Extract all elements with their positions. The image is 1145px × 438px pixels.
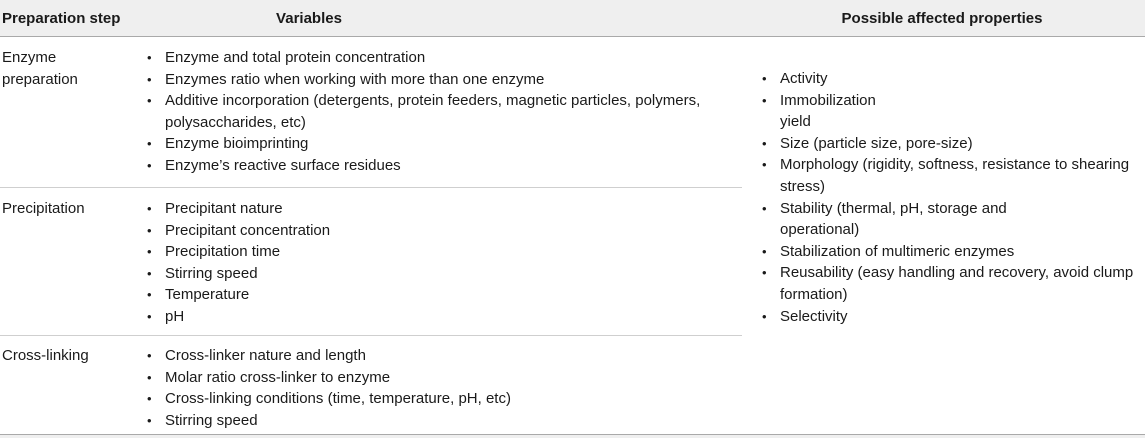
list-item: • Reusability (easy handling and recovery, avoid clump formation) xyxy=(762,264,1134,303)
list-item: • Stirring speed xyxy=(147,410,737,432)
table-header xyxy=(0,0,1145,37)
list-item: • Temperature xyxy=(147,284,737,306)
bullet-icon: • xyxy=(147,222,152,238)
header-variables: Variables xyxy=(276,10,342,27)
row-divider xyxy=(0,335,742,336)
header-possible-affected-properties: Possible affected properties xyxy=(841,10,1043,27)
list-item: • Stirring speed xyxy=(147,263,737,285)
bullet-icon: • xyxy=(762,71,767,86)
list-item: • Activity xyxy=(762,68,1142,90)
list-item: • Molar ratio cross-linker to enzyme xyxy=(147,367,737,389)
bullet-icon: • xyxy=(147,287,152,303)
variables-precipitation xyxy=(147,198,737,328)
list-item: • Cross-linking conditions (time, temperature, pH, etc) xyxy=(147,388,737,410)
bullet-icon: • xyxy=(147,71,152,87)
list-item: • pH xyxy=(147,306,737,328)
step-cross-linking: Cross-linking xyxy=(2,347,89,364)
list-item: • Precipitant concentration xyxy=(147,220,737,242)
bullet-icon: • xyxy=(147,391,152,407)
bullet-icon: • xyxy=(762,265,767,281)
bullet-icon: • xyxy=(147,369,152,385)
step-enzyme-preparation: Enzyme preparation xyxy=(2,49,78,88)
bullet-icon: • xyxy=(762,157,767,173)
list-item: • Stabilization of multimeric enzymes xyxy=(762,241,1142,263)
bullet-icon: • xyxy=(762,92,767,108)
bullet-icon: • xyxy=(147,308,152,324)
list-item: • Enzyme and total protein concentration xyxy=(147,47,737,69)
list-item: • Immobilization yield xyxy=(762,91,876,131)
variables-enzyme-preparation xyxy=(147,47,737,177)
list-item: • Precipitation time xyxy=(147,241,737,263)
possible-affected-properties-list xyxy=(762,68,1142,327)
bullet-icon: • xyxy=(147,157,152,173)
list-item: • Morphology (rigidity, softness, resistance to shearing stress) xyxy=(762,156,1130,195)
bullet-icon: • xyxy=(147,50,152,65)
header-preparation-step: Preparation step xyxy=(2,10,121,27)
bullet-icon: • xyxy=(147,136,152,152)
bullet-icon: • xyxy=(147,201,152,216)
bullet-icon: • xyxy=(147,244,152,260)
bullet-icon: • xyxy=(762,243,767,259)
step-precipitation: Precipitation xyxy=(2,200,85,217)
bullet-icon: • xyxy=(762,200,767,216)
bullet-icon: • xyxy=(147,348,152,363)
list-item: • Stability (thermal, pH, storage and operational) xyxy=(762,199,1007,239)
bullet-icon: • xyxy=(147,93,152,109)
bullet-icon: • xyxy=(762,135,767,151)
list-item: • Selectivity xyxy=(762,306,1142,328)
bullet-icon: • xyxy=(147,265,152,281)
bullet-icon: • xyxy=(147,412,152,428)
list-item: • Additive incorporation (detergents, protein feeders, magnetic particles, polymers, polysaccharides, etc) xyxy=(147,92,701,131)
row-divider xyxy=(0,187,742,188)
bullet-icon: • xyxy=(762,308,767,324)
list-item: • Cross-linker nature and length xyxy=(147,345,737,367)
list-item: • Enzymes ratio when working with more than one enzyme xyxy=(147,69,737,91)
list-item: • Enzyme’s reactive surface residues xyxy=(147,155,737,177)
list-item: • Enzyme bioimprinting xyxy=(147,133,737,155)
list-item: • Precipitant nature xyxy=(147,198,737,220)
variables-cross-linking xyxy=(147,345,737,431)
list-item: • Size (particle size, pore-size) xyxy=(762,133,1142,155)
